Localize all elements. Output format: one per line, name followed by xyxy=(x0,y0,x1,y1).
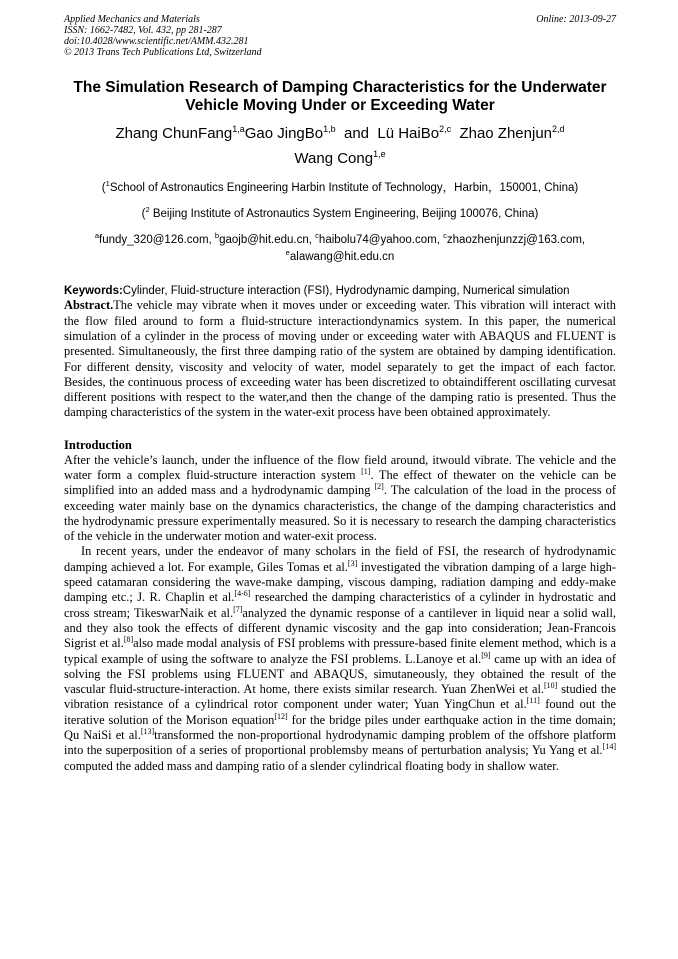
affiliation-2: ($^2$ Beijing Institute of Astronautics System Engineering, Beijing 100076, China) xyxy=(141,204,539,220)
paragraph-text: researched the damping characteristics of a cylinder in hydrostatic and cross stream; TikeswarNaik et al. xyxy=(64,590,616,620)
paragraph-text: After the vehicle’s launch, under the influence of the flow field around, itwould vibrate. The vehicle and the water form a complex fluid-structure interaction system xyxy=(64,452,616,482)
author-name: Wang Cong xyxy=(294,150,374,167)
author-affil-sup: 1,e xyxy=(373,149,386,159)
abstract-text: The vehicle may vibrate when it moves under or exceeding water. This vibration will interact with the flow filed around to form a fluid-structure interactiondynamics system. In this paper, the numerical simulation of a cylinder in the process of moving under or exceeding water with ABAQUS and FLUENT is presented. Simultaneously, the first three damping ratio of the system are obtained by damping identification. For different density, viscosity and velocity of water, model separately to get the impact of each factor. Besides, the continuous process of exceeding water has been discretized to obtaindifferent oscillating curvesat different positions with respect to the water,and then the change of the damping ratio is presented. Thus the damping characteristics of the system in the water-exit process have been obtained approximately. xyxy=(64,298,616,420)
citation-ref[interactable]: [4-6] xyxy=(234,589,251,599)
author-name: Lü HaiBo xyxy=(377,125,440,142)
doi-line: doi:10.4028/www.scientific.net/AMM.432.281 xyxy=(64,36,249,47)
journal-meta xyxy=(64,14,262,58)
author-name: Gao JingBo xyxy=(244,125,324,142)
email-list xyxy=(64,229,616,265)
section-heading-introduction: Introduction xyxy=(64,437,132,452)
paragraph-text: transformed the non-proportional hydrodynamic damping problem of the offshore platform into the superposition of a series of proportional problemsby means of perturbation analysis; Yu Yang et al. xyxy=(64,728,616,758)
email-sup: c xyxy=(443,230,447,240)
author-line-1 xyxy=(64,119,616,144)
citation-ref[interactable]: [12] xyxy=(274,711,288,721)
author-line-2 xyxy=(64,144,616,169)
paragraph-text: for the bridge piles under earthquake action in the time domain; Qu NaiSi et al. xyxy=(64,712,616,743)
journal-name: Applied Mechanics and Materials xyxy=(64,14,200,25)
paragraph-text: came up with an idea of solving the FSI problems using FLUENT and ABAQUS, simutaneously, they obtained the result of the vascular fluid-structure-interaction. At home, there exists similar research. Yuan ZhenWei et al. xyxy=(64,651,616,697)
introduction-paragraph-2 xyxy=(64,544,616,773)
author-affil-sup: 2,c xyxy=(439,124,452,134)
affiliation-sup: 2 xyxy=(145,204,150,214)
paragraph-text: studied the vibration resistance of a cylindrical rotor component under water; Yuan YingChun et al. xyxy=(64,682,616,712)
email-link[interactable]: gaojb@hit.edu.cn, xyxy=(219,233,316,246)
citation-ref[interactable]: [8] xyxy=(123,635,134,645)
author-joiner: and xyxy=(343,125,370,142)
citation-ref[interactable]: [11] xyxy=(526,696,540,706)
affiliation-sup: 1 xyxy=(105,179,110,188)
citation-ref[interactable]: [3] xyxy=(347,558,358,568)
paragraph-text: investigated the vibration damping of a large high-speed catamaran considering the wave-make damping, viscous damping, radiation damping and eddy-make damping etc.; J. R. Chaplin et al. xyxy=(64,559,616,605)
email-link[interactable]: haibolu74@yahoo.com, xyxy=(318,233,444,246)
email-line-2 xyxy=(64,246,616,264)
email-sup: e xyxy=(285,248,290,258)
citation-ref[interactable]: [13] xyxy=(140,726,155,736)
email-line-1 xyxy=(64,229,616,247)
paragraph-text: also made modal analysis of FSI problems with pressure-based finite element method, which is a typical example of using the software to analyze the FSI problems. L.Lanoye et al. xyxy=(64,636,616,666)
paper-title xyxy=(64,79,616,115)
author-name: Zhang ChunFang xyxy=(115,125,233,142)
keywords-label: Keywords: xyxy=(64,285,123,298)
paragraph-text: . The effect of thewater on the vehicle can be simplified into an added mass and a hydrodynamic damping xyxy=(64,467,616,498)
title-line-1: The Simulation Research of Damping Characteristics for the Underwater xyxy=(73,79,607,96)
abstract-label: Abstract. xyxy=(64,298,114,313)
citation-ref[interactable]: [14] xyxy=(602,742,616,752)
email-sup: a xyxy=(94,230,100,240)
paragraph-text: In recent years, under the endeavor of many scholars in the field of FSI, the research of hydrodynamic damping achieved a lot. For example, Giles Tomas et al. xyxy=(64,544,616,574)
email-sup: b xyxy=(214,230,220,240)
affiliation-text: Beijing Institute of Astronautics System Engineering, Beijing 100076, China) xyxy=(149,207,539,220)
email-link[interactable]: zhaozhenjunzzj@163.com, xyxy=(446,233,586,246)
affiliation-1: ($^1$School of Astronautics Engineering Harbin Institute of Technology，Harbin，150001, China) xyxy=(101,179,579,194)
author-affil-sup: 1,a xyxy=(232,124,245,134)
abstract xyxy=(64,298,616,420)
citation-ref[interactable]: [9] xyxy=(481,650,491,660)
running-header xyxy=(64,14,616,58)
paragraph-text: found out the iterative solution of the Morison equation xyxy=(64,697,617,727)
citation-ref[interactable]: [7] xyxy=(233,604,243,614)
affiliation-text: School of Astronautics Engineering Harbin Institute of Technology，Harbin，150001, China) xyxy=(109,181,579,194)
citation-ref[interactable]: [1] xyxy=(361,466,371,476)
author-list xyxy=(64,119,616,169)
issn-line: ISSN: 1662-7482, Vol. 432, pp 281-287 xyxy=(64,25,222,36)
paragraph-text: computed the added mass and damping ratio of a slender cylindrical floating body in shallow water. xyxy=(64,758,559,773)
citation-ref[interactable]: [10] xyxy=(544,681,558,691)
online-date: Online: 2013-09-27 xyxy=(536,14,616,25)
email-link[interactable]: fundy_320@126.com, xyxy=(99,233,215,246)
citation-ref[interactable]: [2] xyxy=(374,482,384,492)
affiliations xyxy=(64,177,616,264)
copyright-line: © 2013 Trans Tech Publications Ltd, Switzerland xyxy=(64,47,262,58)
paragraph-text: analyzed the dynamic response of a cantilever in liquid near a solid wall, and they also took the effects of different dynamic viscosity and the gap into consideration; Jean-Francois Sigrist et al. xyxy=(64,605,616,651)
email-sup: c xyxy=(315,230,319,240)
email-link[interactable]: alawang@hit.edu.cn xyxy=(289,251,395,264)
author-affil-sup: 1,b xyxy=(323,124,336,134)
paragraph-text: . The calculation of the load in the process of exceeding water mainly base on the dynamics characteristics, the change of the damping characteristics and the hydrodynamic pressure experimentally measured. So it is necessary to research the damping characteristics of the vehicle in the underwater motion and water-exit process. xyxy=(64,483,616,544)
author-affil-sup: 2,d xyxy=(552,124,565,134)
introduction-paragraph-1 xyxy=(64,453,616,545)
keywords xyxy=(64,284,616,298)
title-line-2: Vehicle Moving Under or Exceeding Water xyxy=(185,97,495,114)
author-name: Zhao Zhenjun xyxy=(459,125,553,142)
keywords-text: Cylinder, Fluid-structure interaction (FSI), Hydrodynamic damping, Numerical simulation xyxy=(122,285,570,298)
